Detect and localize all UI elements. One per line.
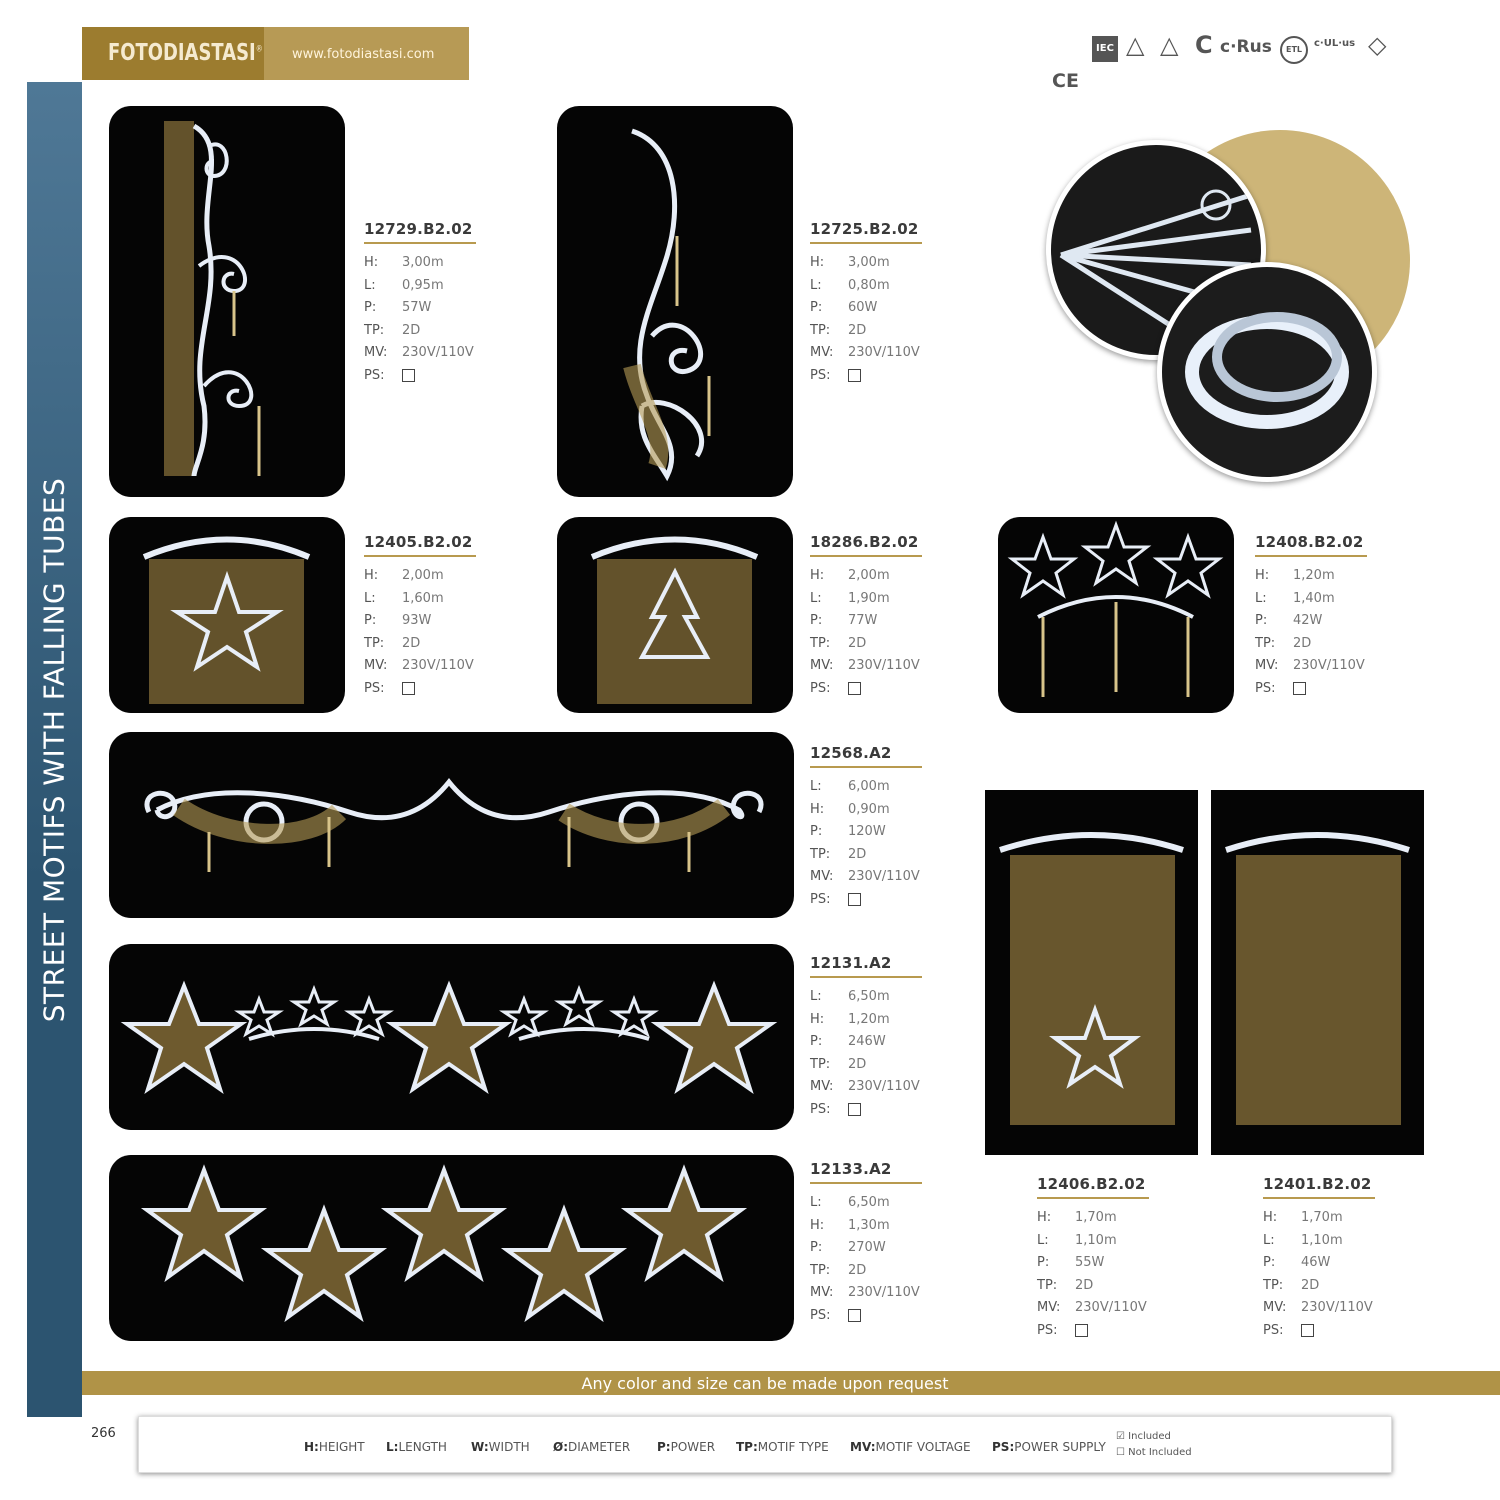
spec-block-12729: 12729.B2.02 H: 3,00m L: 0,95m P: 57W TP: 2D MV: 230V/110V PS: (364, 220, 476, 387)
product-photo-12406[interactable] (985, 790, 1198, 1155)
product-code: 12568.A2 (810, 744, 922, 768)
power-supply-checkbox (848, 369, 861, 382)
power-supply-checkbox (402, 369, 415, 382)
power-supply-checkbox (1075, 1324, 1088, 1337)
power-supply-checkbox (402, 682, 415, 695)
product-photo-12133[interactable] (109, 1155, 794, 1341)
power-supply-checkbox (848, 1309, 861, 1322)
brand-logo: FOTODIASTASI® (108, 40, 263, 66)
ru-mark-icon: c·Rus (1220, 37, 1272, 57)
page-number: 266 (91, 1426, 116, 1441)
legend-not-included: ☐ Not Included (1116, 1447, 1192, 1458)
product-code: 12406.B2.02 (1037, 1175, 1149, 1199)
iec-mark-icon: IEC (1092, 36, 1118, 62)
product-code: 12408.B2.02 (1255, 533, 1367, 557)
triangle-mark-icon: △ (1126, 31, 1145, 59)
legend-height: H:HEIGHT (304, 1440, 365, 1454)
product-photo-12401[interactable] (1211, 790, 1424, 1155)
legend-width: W:WIDTH (471, 1440, 530, 1454)
product-photo-12131[interactable] (109, 944, 794, 1130)
legend-motif-voltage: MV:MOTIF VOLTAGE (850, 1440, 971, 1454)
spec-block-12401: 12401.B2.02 H: 1,70m L: 1,10m P: 46W TP: 2D MV: 230V/110V PS: (1263, 1175, 1375, 1342)
power-supply-checkbox (1301, 1324, 1314, 1337)
product-photo-12408[interactable] (998, 517, 1234, 713)
c-mark-icon: C (1195, 31, 1213, 59)
ul-mark-icon: c·UL·us (1314, 38, 1356, 49)
power-supply-checkbox (848, 893, 861, 906)
product-photo-12568[interactable] (109, 732, 794, 918)
product-code: 12133.A2 (810, 1160, 922, 1184)
spec-block-12725: 12725.B2.02 H: 3,00m L: 0,80m P: 60W TP: 2D MV: 230V/110V PS: (810, 220, 922, 387)
website-url[interactable]: www.fotodiastasi.com (292, 47, 435, 62)
legend-included: ☑ Included (1116, 1431, 1171, 1442)
product-code: 12131.A2 (810, 954, 922, 978)
diamond-mark-icon: ◇ (1368, 31, 1387, 59)
spec-block-12568: 12568.A2 L: 6,00m H: 0,90m P: 120W TP: 2D MV: 230V/110V PS: (810, 744, 922, 911)
checked-box-icon: ☑ (1116, 1431, 1125, 1442)
legend-diameter: Ø:DIAMETER (553, 1440, 631, 1454)
legend-length: L:LENGTH (386, 1440, 447, 1454)
spec-block-12405: 12405.B2.02 H: 2,00m L: 1,60m P: 93W TP: 2D MV: 230V/110V PS: (364, 533, 476, 700)
custom-order-notice: Any color and size can be made upon request (581, 1374, 949, 1393)
legend-motif-type: TP:MOTIF TYPE (736, 1440, 829, 1454)
product-code: 12405.B2.02 (364, 533, 476, 557)
product-photo-12729[interactable] (109, 106, 345, 497)
product-photo-18286[interactable] (557, 517, 793, 713)
spec-block-12133: 12133.A2 L: 6,50m H: 1,30m P: 270W TP: 2D MV: 230V/110V PS: (810, 1160, 922, 1327)
power-supply-checkbox (848, 1103, 861, 1116)
certification-icons (1052, 31, 1397, 92)
empty-box-icon: ☐ (1116, 1447, 1125, 1458)
spec-block-12408: 12408.B2.02 H: 1,20m L: 1,40m P: 42W TP: 2D MV: 230V/110V PS: (1255, 533, 1367, 700)
triangle-mark-2-icon: △ (1160, 31, 1179, 59)
legend-power-supply: PS:POWER SUPPLY (992, 1440, 1106, 1454)
product-code: 18286.B2.02 (810, 533, 922, 557)
product-photo-12405[interactable] (109, 517, 345, 713)
category-title: STREET MOTIFS WITH FALLING TUBES (37, 477, 71, 1023)
power-supply-checkbox (848, 682, 861, 695)
spec-block-12131: 12131.A2 L: 6,50m H: 1,20m P: 246W TP: 2D MV: 230V/110V PS: (810, 954, 922, 1121)
ce-mark-icon: CE (1052, 70, 1079, 92)
etl-mark-icon: ETL (1280, 36, 1308, 64)
power-supply-checkbox (1293, 682, 1306, 695)
detail-photo-rope-light (1157, 262, 1377, 482)
product-photo-12725[interactable] (557, 106, 793, 497)
spec-block-18286: 18286.B2.02 H: 2,00m L: 1,90m P: 77W TP: 2D MV: 230V/110V PS: (810, 533, 922, 700)
product-code: 12401.B2.02 (1263, 1175, 1375, 1199)
product-code: 12725.B2.02 (810, 220, 922, 244)
legend-power: P:POWER (657, 1440, 716, 1454)
product-code: 12729.B2.02 (364, 220, 476, 244)
spec-block-12406: 12406.B2.02 H: 1,70m L: 1,10m P: 55W TP: 2D MV: 230V/110V PS: (1037, 1175, 1149, 1342)
